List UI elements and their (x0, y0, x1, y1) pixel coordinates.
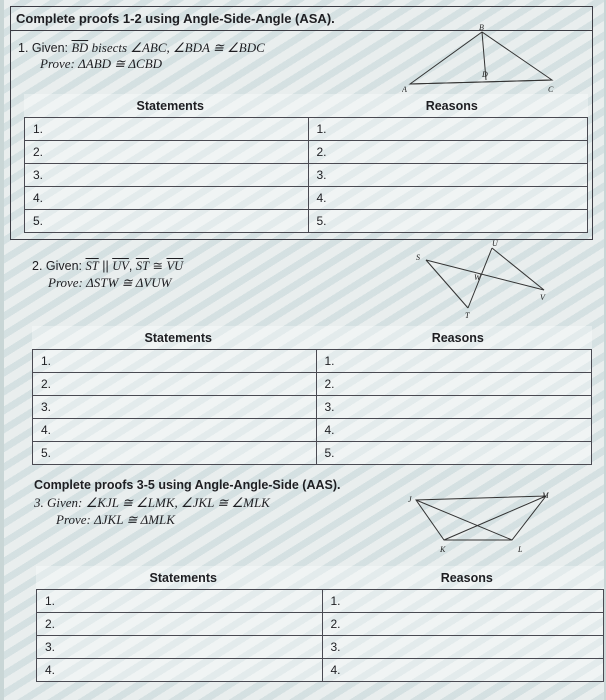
segment-vu: $\overline{VU}$ (166, 259, 184, 273)
congruent-symbol: ≅ (152, 259, 163, 273)
label-b: B (479, 23, 484, 32)
statement-1[interactable]: 1. (37, 590, 323, 613)
worksheet (4, 0, 604, 700)
label-a: A (402, 85, 407, 94)
problem3-given: 3. Given: ∠KJL ≅ ∠LMK, ∠JKL ≅ ∠MLK (34, 495, 270, 510)
label-v: V (540, 293, 545, 302)
triangle-abc (410, 32, 552, 84)
label-c: C (548, 85, 554, 94)
statement-1[interactable]: 1. (33, 350, 317, 373)
label-d: D (482, 70, 488, 79)
problem2-given: 2. Given: $\overline{ST}$ || $\overline{UV}$, $\overline{ST}$ ≅ $\overline{VU}$ (32, 259, 184, 273)
reason-4[interactable]: 4. (308, 187, 588, 210)
statement-5[interactable]: 5. (33, 442, 317, 465)
problem1-prove: Prove: ΔABD ≅ ΔCBD (40, 56, 163, 71)
statement-3[interactable]: 3. (25, 164, 309, 187)
statement-4[interactable]: 4. (25, 187, 309, 210)
label-w: W (474, 273, 481, 282)
section-asa-title: Complete proofs 1-2 using Angle-Side-Angle (ASA). (16, 11, 335, 26)
problem1-given (18, 40, 265, 56)
reason-3[interactable]: 3. (316, 396, 592, 419)
reason-3[interactable]: 3. (322, 636, 604, 659)
statement-2[interactable]: 2. (37, 613, 323, 636)
parallel-symbol: || (102, 259, 109, 273)
label-s: S (416, 253, 420, 262)
statement-2[interactable]: 2. (25, 141, 309, 164)
given-label: 1. Given: (18, 41, 69, 55)
reason-1[interactable]: 1. (308, 118, 588, 141)
problem2-table (32, 326, 592, 465)
reason-4[interactable]: 4. (316, 419, 592, 442)
problem3-prove: Prove: ΔJKL ≅ ΔMLK (56, 512, 175, 527)
reason-5[interactable]: 5. (316, 442, 592, 465)
statement-3[interactable]: 3. (33, 396, 317, 419)
problem2-prove: Prove: ΔSTW ≅ ΔVUW (48, 275, 172, 290)
statement-4[interactable]: 4. (33, 419, 317, 442)
reasons-header: Reasons (308, 95, 588, 118)
statements-header: Statements (25, 95, 309, 118)
reason-2[interactable]: 2. (308, 141, 588, 164)
quadrilateral-jklm-figure (408, 488, 558, 558)
reason-2[interactable]: 2. (316, 373, 592, 396)
statement-4[interactable]: 4. (37, 659, 323, 682)
segment-st: $\overline{ST}$ (85, 259, 99, 273)
reason-1[interactable]: 1. (316, 350, 592, 373)
segment-uv: $\overline{UV}$ (112, 259, 129, 273)
statement-3[interactable]: 3. (37, 636, 323, 659)
reasons-header: Reasons (316, 327, 592, 350)
reasons-header: Reasons (322, 567, 604, 590)
label-m: M (542, 491, 549, 500)
statement-2[interactable]: 2. (33, 373, 317, 396)
problem1-table (24, 94, 588, 233)
triangle-abd-cbd-figure (402, 22, 562, 94)
label-l: L (518, 545, 523, 554)
statement-5[interactable]: 5. (25, 210, 309, 233)
label-j: J (408, 495, 412, 504)
statement-1[interactable]: 1. (25, 118, 309, 141)
label-u: U (492, 239, 498, 248)
given-rest: bisects ∠ABC, ∠BDA ≅ ∠BDC (91, 40, 265, 55)
segment-st-line (426, 260, 468, 308)
label-t: T (465, 311, 470, 320)
reason-4[interactable]: 4. (322, 659, 604, 682)
bowtie-stw-vuw-figure (412, 238, 562, 322)
label-k: K (440, 545, 446, 554)
reason-5[interactable]: 5. (308, 210, 588, 233)
section-aas-title: Complete proofs 3-5 using Angle-Angle-Side (AAS). (34, 478, 341, 492)
reason-3[interactable]: 3. (308, 164, 588, 187)
problem3-table (36, 566, 604, 682)
statements-header: Statements (37, 567, 323, 590)
segment-bd: $\overline{BD}$ (71, 41, 89, 55)
reason-1[interactable]: 1. (322, 590, 604, 613)
reason-2[interactable]: 2. (322, 613, 604, 636)
statements-header: Statements (33, 327, 317, 350)
quad-jklm (416, 496, 546, 540)
segment-st-2: $\overline{ST}$ (135, 259, 150, 273)
base-ac (410, 80, 552, 84)
